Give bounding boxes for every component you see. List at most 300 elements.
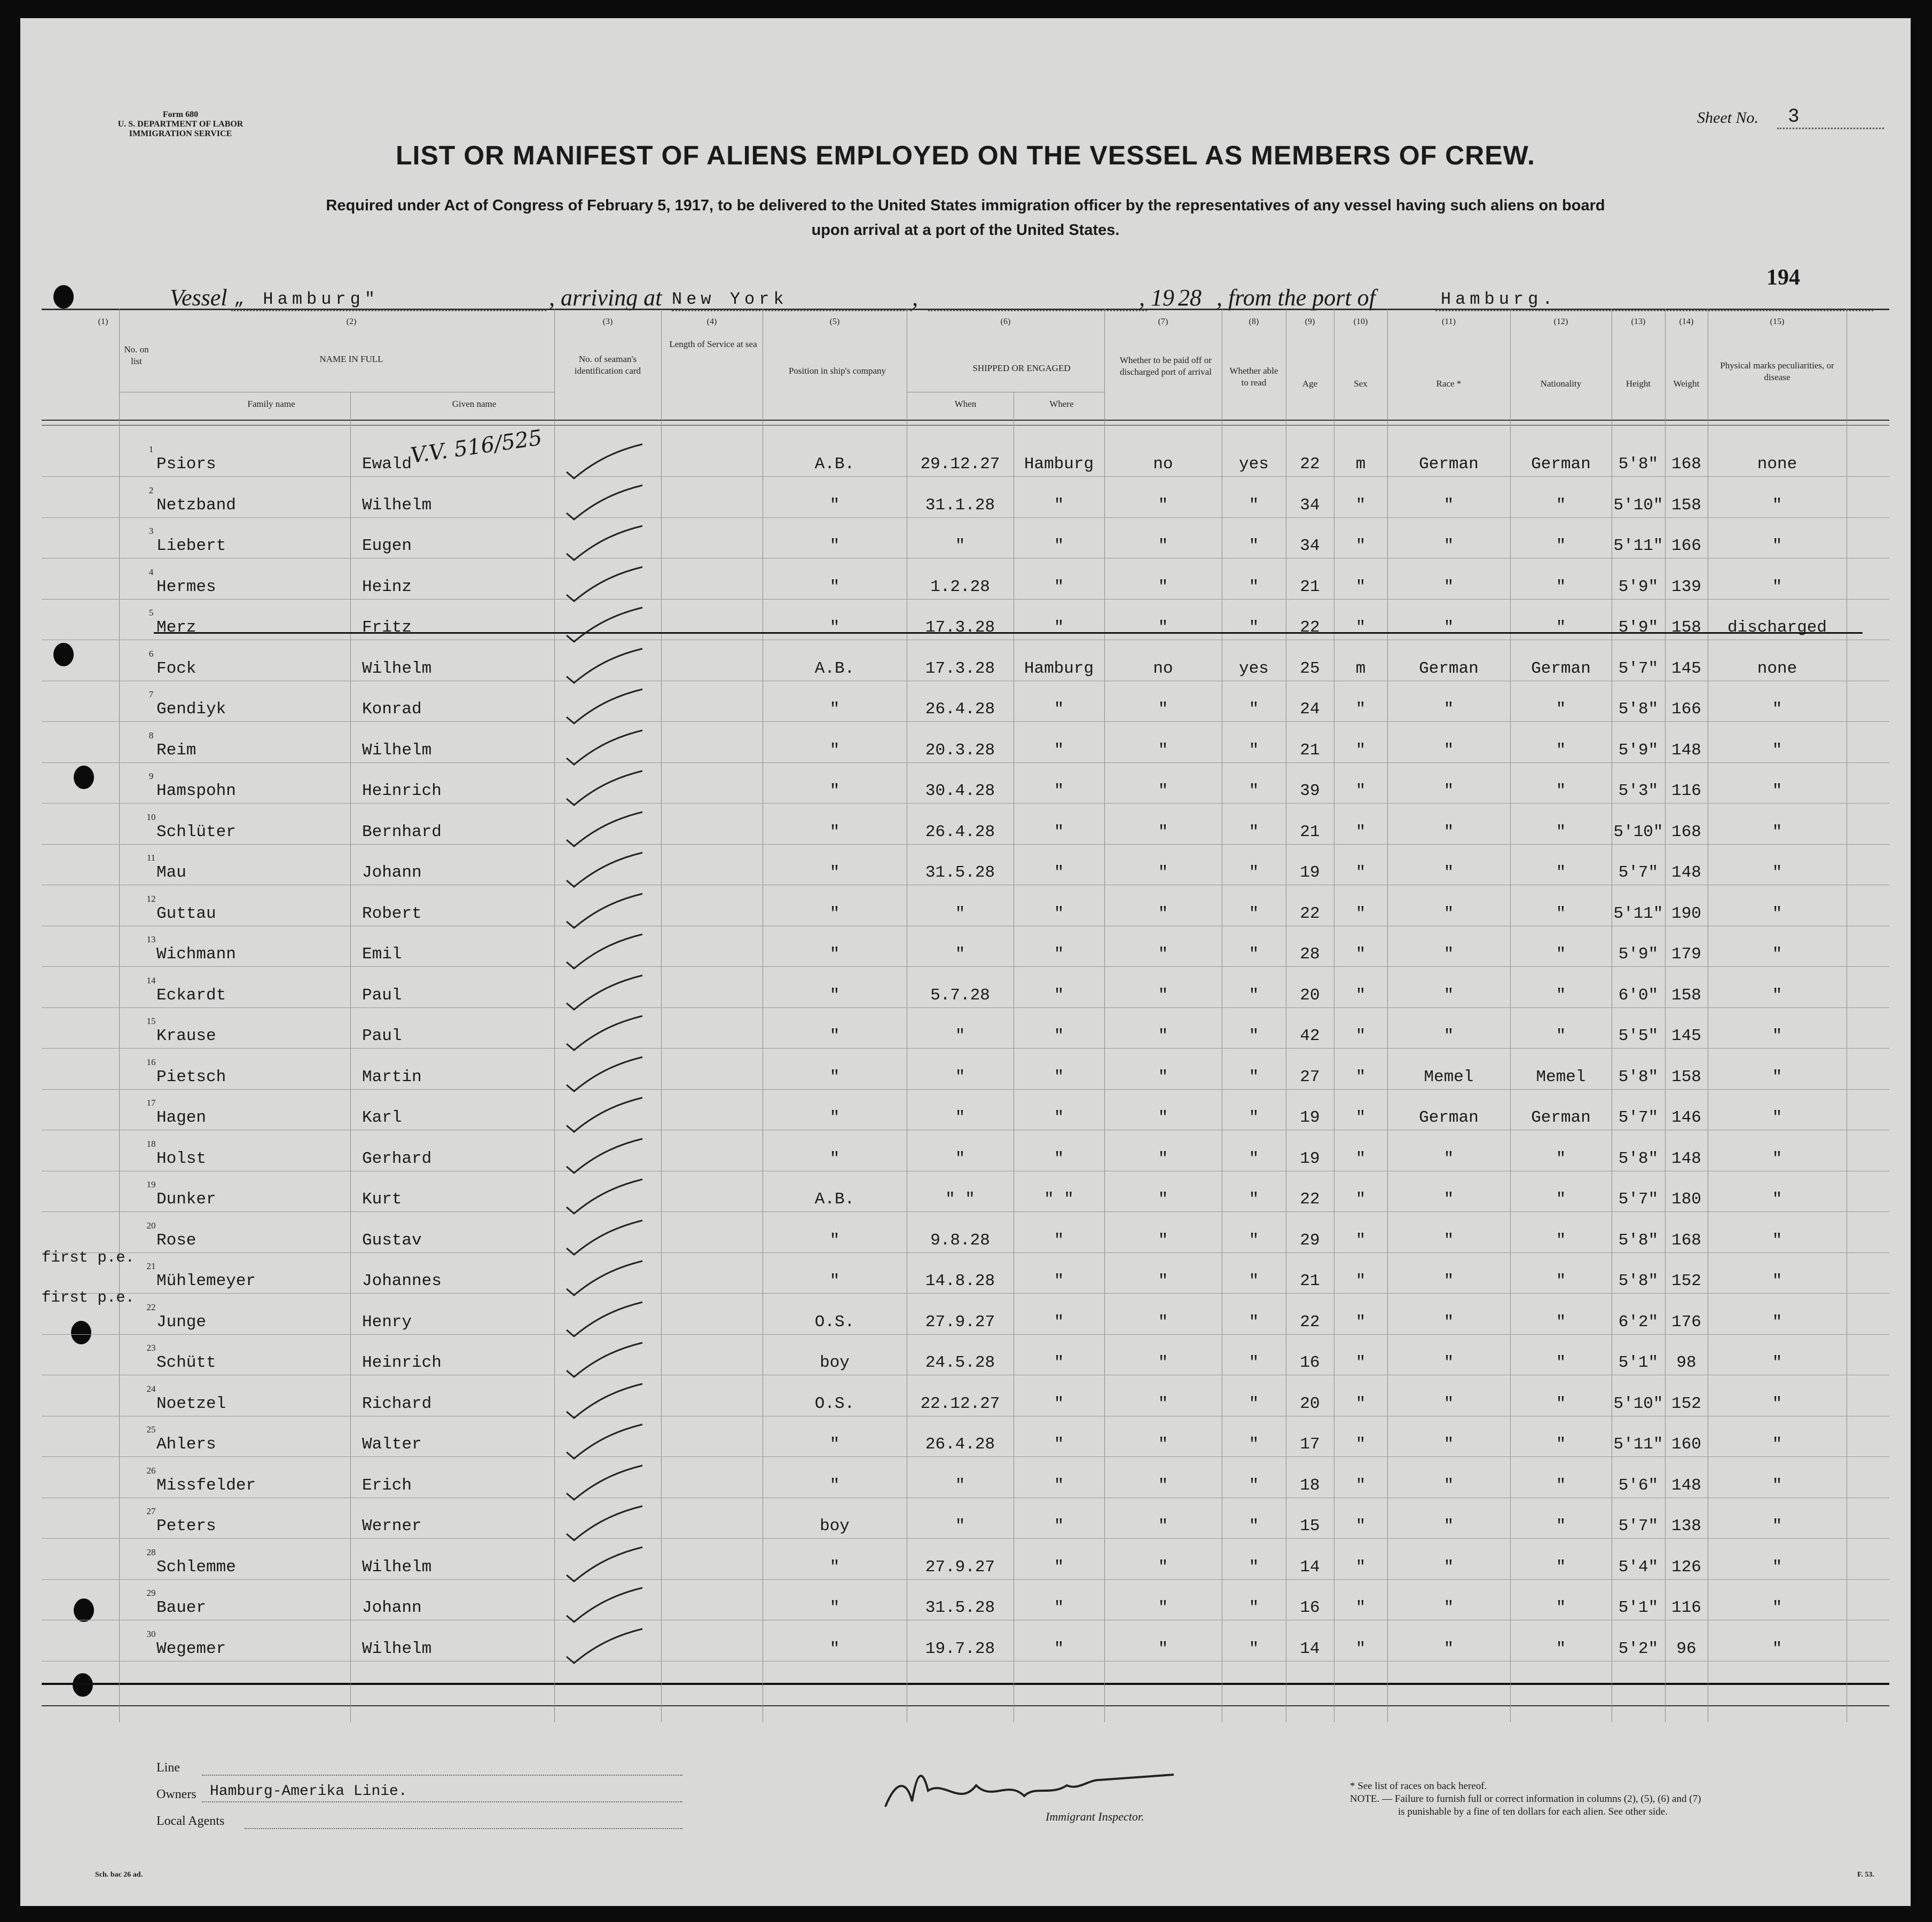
header-race: Race * (1436, 379, 1462, 389)
col-num: (2) (346, 317, 357, 326)
vessel-name: „ Hamburg" (234, 289, 380, 309)
cell-height: 5'10" (1613, 495, 1663, 515)
cell-height: 5'11" (1613, 904, 1663, 923)
row-number: 4 (148, 566, 154, 577)
cell-read: " (1248, 782, 1259, 800)
cell-when: 20.3.28 (925, 741, 995, 760)
cell-marks: " (1772, 1353, 1782, 1372)
cell-family: Netzband (156, 495, 236, 515)
cell-pos: " (829, 1067, 840, 1086)
cell-marks: " (1772, 1108, 1782, 1127)
cell-marks: " (1772, 1312, 1782, 1332)
cell-pos: " (829, 945, 840, 964)
cell-where: " (1054, 822, 1064, 841)
col-num: (10) (1353, 317, 1368, 326)
cell-when: 5.7.28 (930, 986, 990, 1005)
cell-when: 9.8.28 (930, 1231, 990, 1250)
cell-marks: " (1772, 1149, 1782, 1168)
cell-sex: " (1355, 1108, 1366, 1127)
cell-nat: " (1556, 986, 1566, 1005)
cell-pos: " (829, 1435, 840, 1454)
cell-age: 19 (1300, 1149, 1320, 1168)
cell-weight: 166 (1671, 700, 1701, 719)
check-mark-icon (562, 808, 658, 850)
cell-age: 22 (1300, 618, 1320, 637)
cell-age: 22 (1300, 904, 1320, 923)
cell-pos: " (829, 1149, 840, 1168)
cell-sex: m (1355, 659, 1366, 678)
header-read: Whether able to read (1229, 366, 1278, 388)
subtitle-line-2: upon arrival at a port of the United States. (811, 222, 1120, 239)
row-number: 2 (148, 485, 154, 495)
cell-marks: " (1772, 1557, 1782, 1577)
cell-age: 42 (1300, 1027, 1320, 1045)
row-number: 11 (146, 853, 156, 863)
margin-note: first p.e. (42, 1249, 135, 1266)
arrival-port: New York (672, 289, 788, 309)
cell-given: Walter (362, 1435, 422, 1454)
cell-nat: " (1556, 863, 1566, 882)
cell-paid: " (1158, 1517, 1168, 1535)
cell-where: " (1054, 741, 1064, 760)
cell-age: 14 (1300, 1639, 1320, 1658)
cell-age: 25 (1300, 659, 1320, 678)
cell-given: Richard (362, 1394, 432, 1413)
form-code: F. 53. (1857, 1871, 1874, 1879)
cell-read: " (1248, 1598, 1259, 1617)
cell-given: Paul (362, 1027, 402, 1045)
cell-read: " (1248, 1394, 1259, 1413)
row-rule (42, 844, 1889, 845)
cell-race: " (1443, 863, 1454, 882)
cell-paid: " (1158, 1435, 1168, 1454)
cell-age: 17 (1300, 1435, 1320, 1454)
cell-given: Heinrich (362, 1353, 442, 1372)
cell-pos: " (829, 822, 840, 841)
cell-family: Reim (156, 741, 197, 760)
header-family-name: Family name (247, 399, 295, 409)
cell-read: " (1248, 1027, 1259, 1045)
cell-marks: " (1772, 782, 1782, 800)
cell-weight: 190 (1671, 904, 1701, 923)
cell-weight: 168 (1671, 455, 1701, 474)
cell-when: 26.4.28 (925, 1435, 995, 1454)
cell-sex: " (1355, 863, 1366, 882)
cell-weight: 148 (1671, 741, 1701, 760)
header-name-in-full: NAME IN FULL (319, 354, 383, 364)
cell-height: 5'9" (1618, 945, 1659, 964)
cell-pos: " (829, 495, 840, 515)
header-id-card: No. of seaman's identification card (574, 354, 641, 376)
cell-sex: " (1355, 1557, 1366, 1577)
cell-height: 5'7" (1618, 659, 1659, 678)
cell-height: 5'3" (1618, 782, 1659, 800)
cell-nat: German (1531, 455, 1591, 474)
comma: , (912, 285, 918, 311)
cell-race: " (1443, 1190, 1454, 1209)
cell-when: 26.4.28 (925, 822, 995, 841)
cell-where: " (1054, 618, 1064, 637)
cell-when: " (955, 1149, 965, 1168)
cell-when: 17.3.28 (925, 618, 995, 637)
cell-paid: " (1158, 782, 1168, 800)
cell-paid: " (1158, 537, 1168, 555)
page-title: LIST OR MANIFEST OF ALIENS EMPLOYED ON THE VESSEL AS MEMBERS OF CREW. (396, 140, 1535, 170)
punch-hole (74, 1598, 94, 1622)
cell-weight: 116 (1671, 782, 1701, 800)
cell-read: " (1248, 1190, 1259, 1209)
cell-family: Merz (156, 618, 197, 637)
cell-family: Ahlers (156, 1435, 216, 1454)
check-mark-icon (562, 971, 658, 1014)
cell-nat: " (1556, 782, 1566, 800)
cell-height: 5'8" (1618, 1067, 1659, 1086)
cell-nat: " (1556, 700, 1566, 719)
cell-height: 5'10" (1613, 822, 1663, 841)
cell-sex: " (1355, 700, 1366, 719)
check-mark-icon (562, 685, 658, 728)
cell-when: " (955, 1108, 965, 1127)
cell-when: " (955, 1067, 965, 1086)
check-mark-icon (562, 1461, 658, 1504)
cell-when: 19.7.28 (925, 1639, 995, 1658)
cell-family: Hermes (156, 577, 216, 596)
service: IMMIGRATION SERVICE (129, 129, 232, 138)
cell-paid: " (1158, 1149, 1168, 1168)
cell-given: Wilhelm (362, 741, 432, 760)
cell-nat: " (1556, 1476, 1566, 1495)
cell-nat: " (1556, 1517, 1566, 1535)
fine-note-1: NOTE. — Failure to furnish full or correct information in columns (2), (5), (6) and (7) (1350, 1793, 1701, 1805)
cell-sex: m (1355, 455, 1366, 474)
row-number: 7 (148, 689, 154, 699)
cell-weight: 96 (1676, 1639, 1697, 1658)
cell-marks: " (1772, 1394, 1782, 1413)
cell-paid: " (1158, 1639, 1168, 1658)
cell-race: " (1443, 1476, 1454, 1495)
cell-marks: " (1772, 700, 1782, 719)
col-num: (13) (1631, 317, 1646, 326)
cell-height: 5'10" (1613, 1394, 1663, 1413)
cell-family: Schütt (156, 1353, 216, 1372)
cell-height: 5'8" (1618, 700, 1659, 719)
cell-sex: " (1355, 1517, 1366, 1535)
cell-race: " (1443, 1598, 1454, 1617)
cell-height: 5'11" (1613, 537, 1663, 555)
cell-nat: " (1556, 1190, 1566, 1209)
cell-sex: " (1355, 822, 1366, 841)
row-number: 27 (146, 1506, 156, 1516)
cell-pos: " (829, 577, 840, 596)
cell-where: " (1054, 1108, 1064, 1127)
row-number: 1 (148, 444, 154, 454)
cell-age: 39 (1300, 782, 1320, 800)
header-marks: Physical marks peculiarities, or disease (1720, 360, 1834, 382)
cell-given: Robert (362, 904, 422, 923)
cell-height: 5'7" (1618, 1108, 1659, 1127)
cell-height: 5'5" (1618, 1027, 1659, 1045)
row-number: 14 (146, 975, 156, 986)
cell-paid: " (1158, 495, 1168, 515)
check-mark-icon (562, 481, 658, 524)
cell-marks: " (1772, 1190, 1782, 1209)
check-mark-icon (562, 848, 658, 891)
cell-nat: " (1556, 1149, 1566, 1168)
cell-pos: A.B. (814, 455, 855, 474)
cell-weight: 148 (1671, 1476, 1701, 1495)
cell-family: Schlemme (156, 1557, 236, 1577)
row-number: 16 (146, 1057, 156, 1067)
cell-when: " (955, 945, 965, 964)
row-rule (42, 1538, 1889, 1539)
cell-race: " (1443, 1272, 1454, 1290)
cell-where: " (1054, 1353, 1064, 1372)
row-number: 17 (146, 1098, 156, 1108)
cell-race: " (1443, 1394, 1454, 1413)
check-mark-icon (562, 603, 658, 646)
cell-height: 5'8" (1618, 1272, 1659, 1290)
cell-sex: " (1355, 618, 1366, 637)
col-num: (8) (1248, 317, 1259, 326)
cell-age: 22 (1300, 1190, 1320, 1209)
cell-read: yes (1239, 659, 1269, 678)
cell-weight: 166 (1671, 537, 1701, 555)
cell-height: 5'7" (1618, 863, 1659, 882)
cell-pos: O.S. (814, 1394, 855, 1413)
cell-when: " (955, 1027, 965, 1045)
cell-given: Ewald (362, 455, 412, 474)
cell-sex: " (1355, 577, 1366, 596)
agents-label: Local Agents (156, 1814, 225, 1828)
cell-pos: boy (820, 1517, 850, 1535)
cell-nat: " (1556, 1312, 1566, 1332)
row-number: 15 (146, 1016, 156, 1026)
cell-nat: " (1556, 1394, 1566, 1413)
stamp-number: 194 (1766, 265, 1800, 290)
punch-hole (53, 643, 74, 666)
cell-family: Gendiyk (156, 700, 226, 719)
row-number: 19 (146, 1179, 156, 1190)
cell-where: " (1054, 1557, 1064, 1577)
cell-when: 17.3.28 (925, 659, 995, 678)
row-number: 26 (146, 1465, 156, 1476)
sheet-label: Sheet No. (1697, 109, 1758, 127)
row-rule (42, 1007, 1889, 1008)
row-rule (42, 721, 1889, 722)
cell-pos: A.B. (814, 659, 855, 678)
cell-race: German (1419, 659, 1479, 678)
cell-paid: " (1158, 1108, 1168, 1127)
cell-nat: " (1556, 618, 1566, 637)
cell-when: 27.9.27 (925, 1557, 995, 1577)
cell-race: " (1443, 986, 1454, 1005)
cell-given: Wilhelm (362, 495, 432, 515)
check-mark-icon (562, 1053, 658, 1096)
cell-paid: " (1158, 904, 1168, 923)
cell-height: 5'9" (1618, 577, 1659, 596)
cell-sex: " (1355, 741, 1366, 760)
cell-where: " (1054, 1312, 1064, 1332)
cell-family: Mau (156, 863, 186, 882)
cell-read: " (1248, 1517, 1259, 1535)
cell-pos: " (829, 1272, 840, 1290)
row-number: 18 (146, 1138, 156, 1149)
cell-family: Bauer (156, 1598, 207, 1617)
cell-sex: " (1355, 1598, 1366, 1617)
cell-when: 1.2.28 (930, 577, 990, 596)
punch-hole (74, 766, 94, 789)
cell-when: " (955, 537, 965, 555)
cell-family: Hagen (156, 1108, 207, 1127)
cell-family: Missfelder (156, 1476, 256, 1495)
cell-family: Wichmann (156, 945, 236, 964)
cell-where: " (1054, 1067, 1064, 1086)
cell-family: Wegemer (156, 1639, 226, 1658)
cell-sex: " (1355, 945, 1366, 964)
row-number: 28 (146, 1547, 156, 1557)
cell-family: Pietsch (156, 1067, 226, 1086)
cell-race: " (1443, 1353, 1454, 1372)
cell-weight: 158 (1671, 618, 1701, 637)
cell-weight: 176 (1671, 1312, 1701, 1332)
cell-marks: " (1772, 1517, 1782, 1535)
cell-age: 34 (1300, 495, 1320, 515)
check-mark-icon (562, 1093, 658, 1136)
cell-age: 34 (1300, 537, 1320, 555)
cell-pos: " (829, 1027, 840, 1045)
cell-when: 31.5.28 (925, 1598, 995, 1617)
cell-nat: " (1556, 1435, 1566, 1454)
cell-where: " (1054, 700, 1064, 719)
header-no-on-list: No. on list (124, 344, 149, 366)
cell-when: 14.8.28 (925, 1272, 995, 1290)
check-mark-icon (562, 1543, 658, 1586)
cell-paid: " (1158, 1312, 1168, 1332)
cell-marks: " (1772, 1067, 1782, 1086)
cell-weight: 126 (1671, 1557, 1701, 1577)
cell-race: " (1443, 618, 1454, 637)
cell-family: Schlüter (156, 822, 236, 841)
col-num: (11) (1441, 317, 1456, 326)
cell-nat: " (1556, 1272, 1566, 1290)
cell-family: Guttau (156, 904, 216, 923)
cell-height: 5'6" (1618, 1476, 1659, 1495)
cell-given: Johann (362, 863, 422, 882)
row-number: 20 (146, 1220, 156, 1231)
handwritten-note: V.V. 516/525 (409, 425, 544, 469)
row-rule (42, 1048, 1889, 1049)
cell-family: Mühlemeyer (156, 1272, 256, 1290)
cell-sex: " (1355, 1353, 1366, 1372)
cell-read: " (1248, 1476, 1259, 1495)
cell-paid: " (1158, 822, 1168, 841)
check-mark-icon (562, 1012, 658, 1054)
cell-when: 29.12.27 (920, 455, 1000, 474)
cell-read: " (1248, 1639, 1259, 1658)
cell-nat: Memel (1536, 1067, 1586, 1086)
cell-where: " (1054, 945, 1064, 964)
cell-marks: " (1772, 1272, 1782, 1290)
cell-weight: 152 (1671, 1394, 1701, 1413)
cell-read: " (1248, 1272, 1259, 1290)
col-num: (5) (829, 317, 840, 326)
row-rule (42, 1456, 1889, 1457)
cell-sex: " (1355, 1435, 1366, 1454)
cell-sex: " (1355, 1476, 1366, 1495)
cell-height: 6'0" (1618, 986, 1659, 1005)
cell-read: " (1248, 822, 1259, 841)
cell-pos: A.B. (814, 1190, 855, 1209)
row-rule (42, 1089, 1889, 1090)
cell-given: Heinz (362, 577, 412, 596)
punch-hole (53, 285, 74, 309)
check-mark-icon (562, 563, 658, 605)
check-mark-icon (562, 1216, 658, 1259)
cell-race: " (1443, 1231, 1454, 1250)
cell-where: " " (1044, 1190, 1074, 1209)
cell-paid: " (1158, 1231, 1168, 1250)
cell-marks: " (1772, 1476, 1782, 1495)
cell-sex: " (1355, 904, 1366, 923)
cell-read: " (1248, 1067, 1259, 1086)
cell-pos: " (829, 741, 840, 760)
cell-read: " (1248, 495, 1259, 515)
form-number: Form 680 (162, 110, 199, 119)
subtitle (127, 193, 1804, 242)
cell-paid: " (1158, 1272, 1168, 1290)
check-mark-icon (562, 726, 658, 769)
cell-family: Junge (156, 1312, 207, 1332)
row-rule (42, 1579, 1889, 1580)
cell-sex: " (1355, 1272, 1366, 1290)
row-rule (42, 517, 1889, 518)
cell-marks: " (1772, 863, 1782, 882)
cell-nat: " (1556, 904, 1566, 923)
cell-nat: " (1556, 1231, 1566, 1250)
cell-weight: 98 (1676, 1353, 1697, 1372)
vessel-label: Vessel (170, 285, 227, 311)
cell-sex: " (1355, 1231, 1366, 1250)
cell-age: 20 (1300, 1394, 1320, 1413)
cell-marks: " (1772, 741, 1782, 760)
col-num: (1) (98, 317, 108, 326)
cell-race: " (1443, 904, 1454, 923)
cell-sex: " (1355, 1312, 1366, 1332)
row-rule (42, 1334, 1889, 1335)
cell-where: " (1054, 1231, 1064, 1250)
cell-given: Gustav (362, 1231, 422, 1250)
cell-race: " (1443, 1557, 1454, 1577)
cell-age: 16 (1300, 1598, 1320, 1617)
cell-height: 6'2" (1618, 1312, 1659, 1332)
cell-age: 19 (1300, 1108, 1320, 1127)
cell-read: " (1248, 577, 1259, 596)
check-mark-icon (562, 1584, 658, 1626)
cell-nat: " (1556, 1353, 1566, 1372)
cell-height: 5'1" (1618, 1598, 1659, 1617)
row-number: 22 (146, 1302, 156, 1312)
row-number: 24 (146, 1383, 156, 1394)
cell-age: 21 (1300, 1272, 1320, 1290)
cell-weight: 148 (1671, 1149, 1701, 1168)
manifest-sheet (20, 18, 1911, 1906)
cell-race: " (1443, 495, 1454, 515)
cell-age: 29 (1300, 1231, 1320, 1250)
cell-weight: 179 (1671, 945, 1701, 964)
cell-given: Wilhelm (362, 1557, 432, 1577)
cell-read: " (1248, 741, 1259, 760)
cell-height: 5'1" (1618, 1353, 1659, 1372)
